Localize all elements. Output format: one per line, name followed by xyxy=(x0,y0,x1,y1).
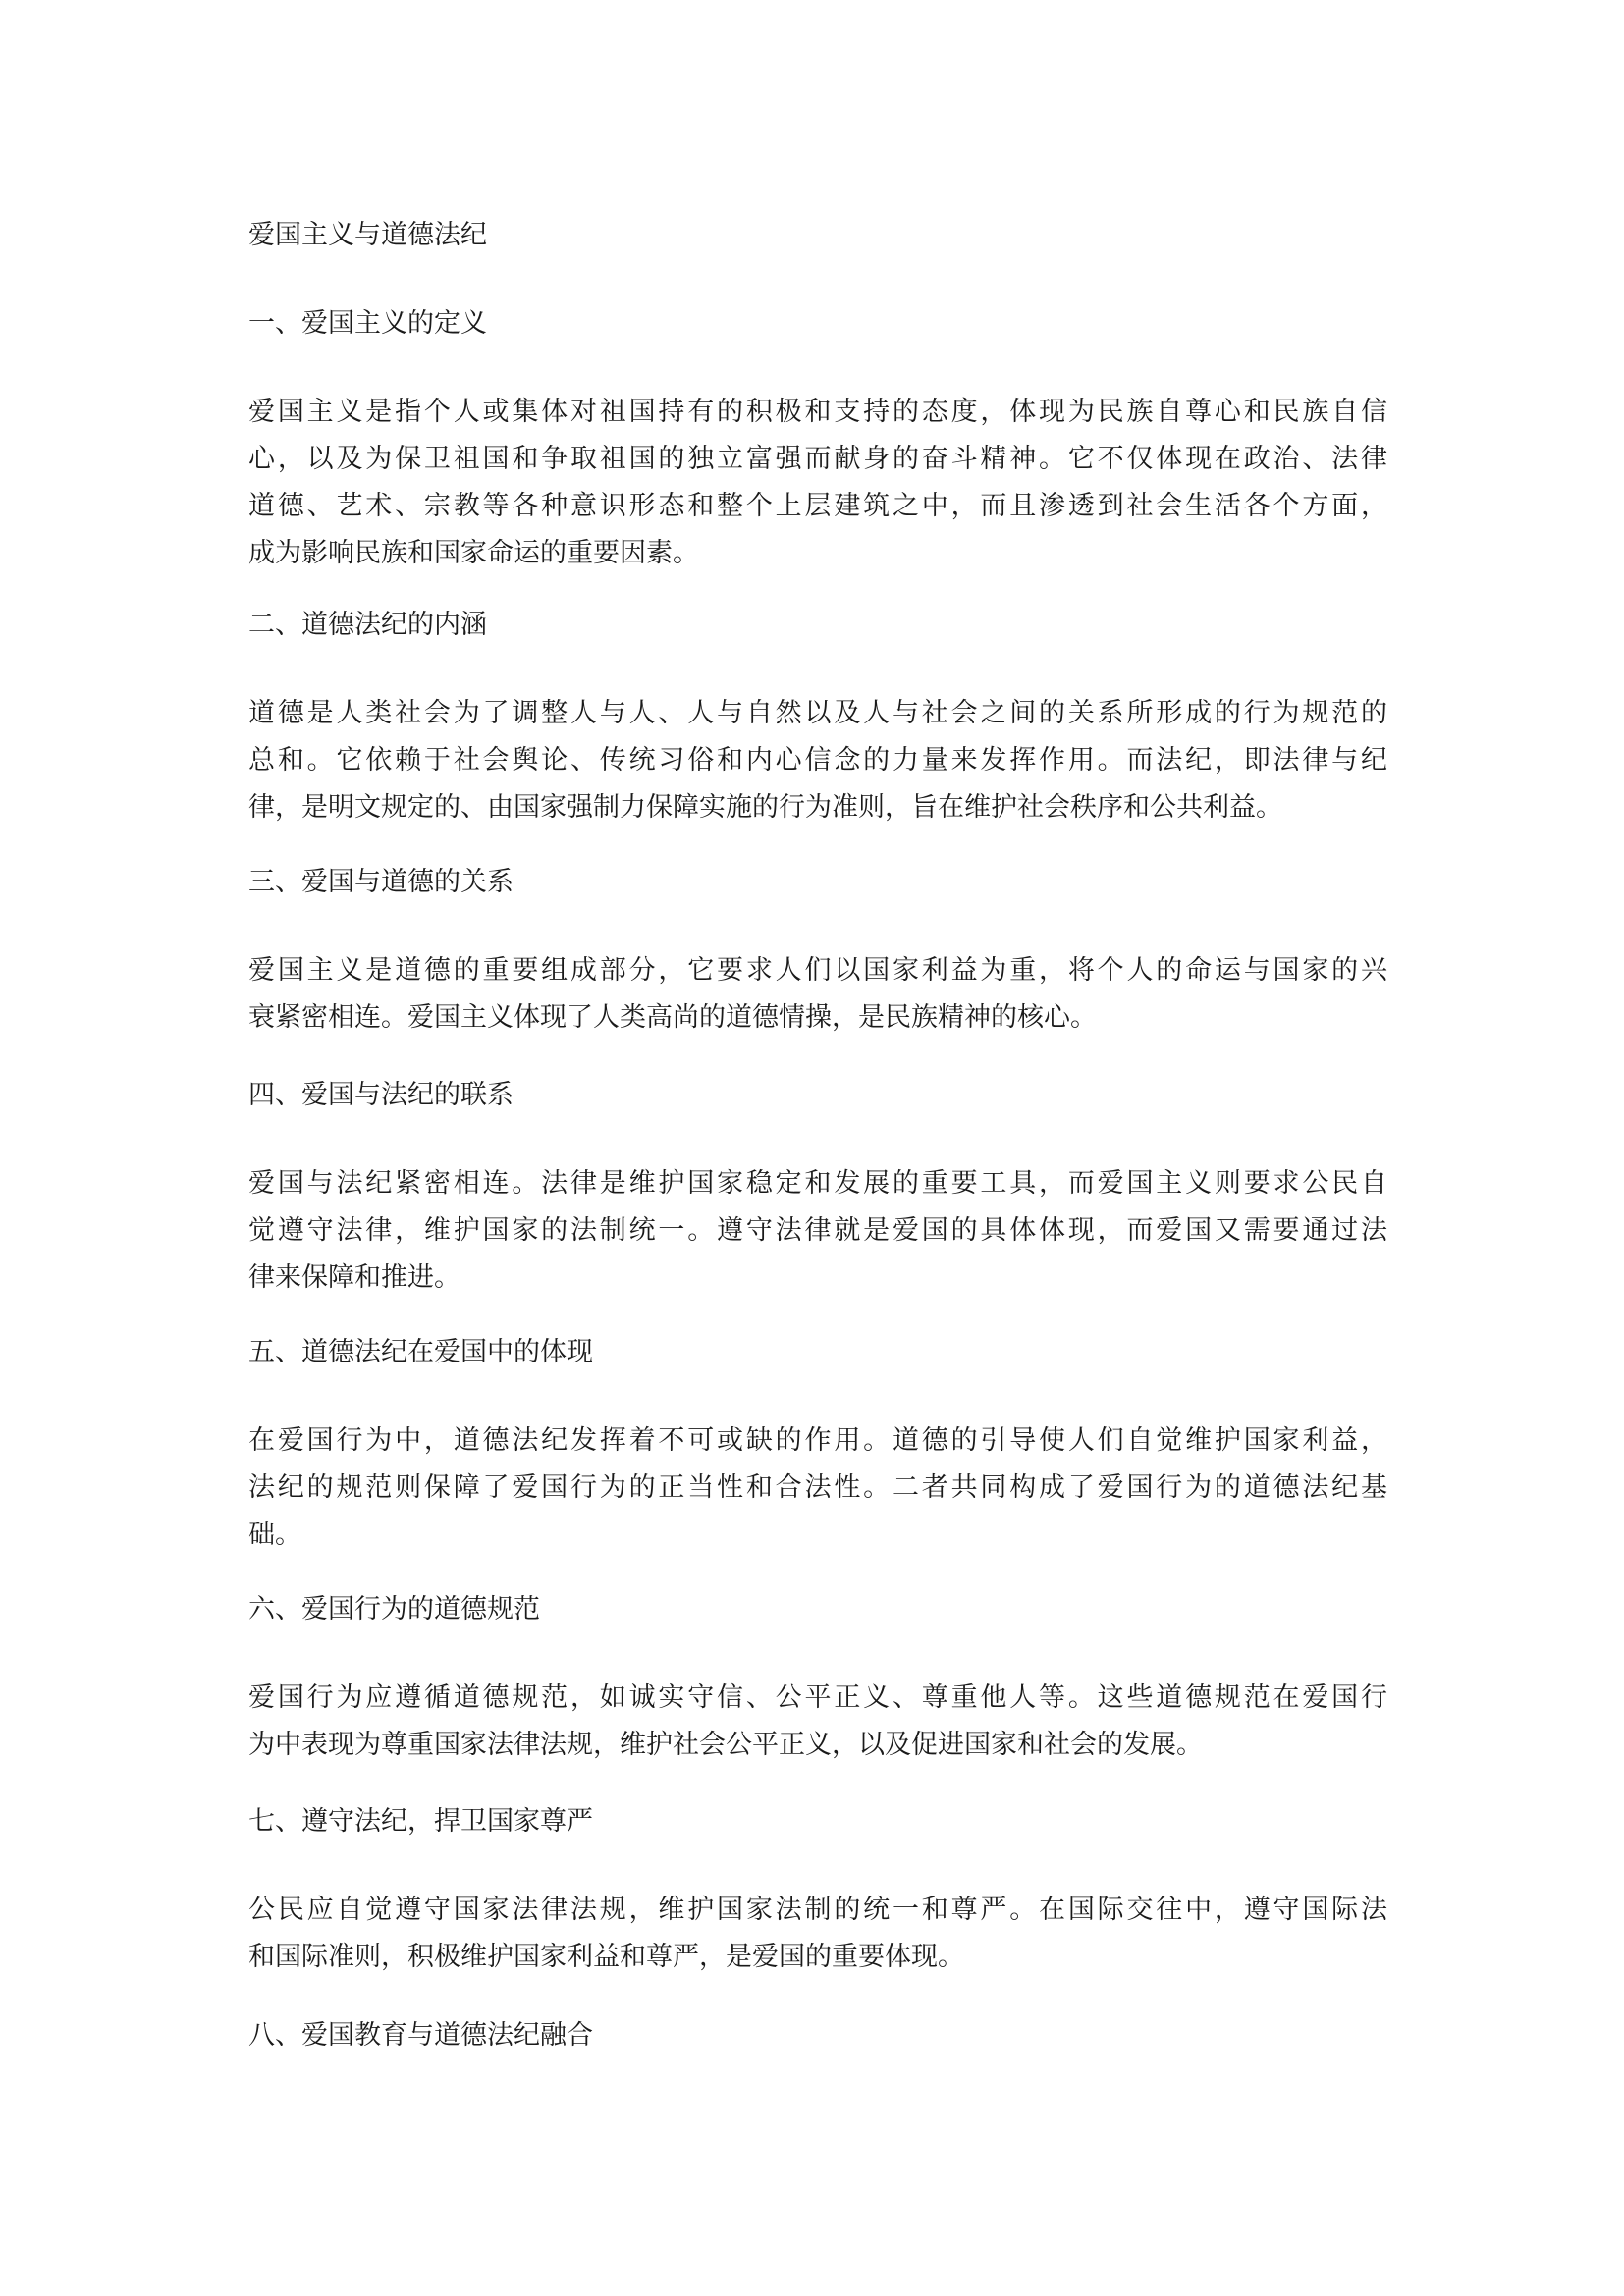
paragraph-line: 在爱国行为中，道德法纪发挥着不可或缺的作用。道德的引导使人们自觉维护国家利益， xyxy=(248,1425,1387,1456)
paragraph-line: 成为影响民族和国家命运的重要因素。 xyxy=(248,538,699,568)
paragraph-line: 法纪的规范则保障了爱国行为的正当性和合法性。二者共同构成了爱国行为的道德法纪基 xyxy=(248,1472,1387,1503)
paragraph-line: 爱国与法纪紧密相连。法律是维护国家稳定和发展的重要工具，而爱国主义则要求公民自 xyxy=(248,1168,1387,1199)
section-heading-1: 一、爱国主义的定义 xyxy=(248,308,487,339)
section-heading-3: 三、爱国与道德的关系 xyxy=(248,867,514,897)
paragraph-line: 律，是明文规定的、由国家强制力保障实施的行为准则，旨在维护社会秩序和公共利益。 xyxy=(248,792,1282,823)
section-paragraph-3 xyxy=(248,947,1387,1041)
paragraph-line: 公民应自觉遵守国家法律法规，维护国家法制的统一和尊严。在国际交往中，遵守国际法 xyxy=(248,1895,1387,1925)
paragraph-line: 道德是人类社会为了调整人与人、人与自然以及人与社会之间的关系所形成的行为规范的 xyxy=(248,698,1387,728)
section-heading-8: 八、爱国教育与道德法纪融合 xyxy=(248,2020,593,2051)
paragraph-line: 础。 xyxy=(248,1520,301,1550)
section-heading-2: 二、道德法纪的内涵 xyxy=(248,610,487,640)
paragraph-line: 爱国行为应遵循道德规范，如诚实守信、公平正义、尊重他人等。这些道德规范在爱国行 xyxy=(248,1682,1387,1713)
section-paragraph-1 xyxy=(248,389,1387,577)
section-heading-7: 七、遵守法纪，捍卫国家尊严 xyxy=(248,1806,593,1837)
paragraph-line: 道德、艺术、宗教等各种意识形态和整个上层建筑之中，而且渗透到社会生活各个方面， xyxy=(248,491,1387,521)
paragraph-line: 为中表现为尊重国家法律法规，维护社会公平正义，以及促进国家和社会的发展。 xyxy=(248,1730,1203,1760)
section-heading-5: 五、道德法纪在爱国中的体现 xyxy=(248,1337,593,1367)
section-heading-4: 四、爱国与法纪的联系 xyxy=(248,1080,514,1110)
paragraph-line: 律来保障和推进。 xyxy=(248,1262,460,1293)
section-heading-6: 六、爱国行为的道德规范 xyxy=(248,1594,540,1625)
document-title: 爱国主义与道德法纪 xyxy=(248,220,487,250)
paragraph-line: 总和。它依赖于社会舆论、传统习俗和内心信念的力量来发挥作用。而法纪，即法律与纪 xyxy=(248,745,1387,775)
section-paragraph-5 xyxy=(248,1417,1387,1559)
paragraph-line: 和国际准则，积极维护国家利益和尊严，是爱国的重要体现。 xyxy=(248,1942,964,1972)
section-paragraph-7 xyxy=(248,1887,1387,1981)
section-paragraph-6 xyxy=(248,1675,1387,1769)
paragraph-line: 觉遵守法律，维护国家的法制统一。遵守法律就是爱国的具体体现，而爱国又需要通过法 xyxy=(248,1215,1387,1246)
paragraph-line: 爱国主义是指个人或集体对祖国持有的积极和支持的态度，体现为民族自尊心和民族自信 xyxy=(248,397,1387,427)
paragraph-line: 爱国主义是道德的重要组成部分，它要求人们以国家利益为重，将个人的命运与国家的兴 xyxy=(248,955,1387,986)
paragraph-line: 衰紧密相连。爱国主义体现了人类高尚的道德情操，是民族精神的核心。 xyxy=(248,1002,1097,1033)
paragraph-line: 心，以及为保卫祖国和争取祖国的独立富强而献身的奋斗精神。它不仅体现在政治、法律 xyxy=(248,444,1387,474)
section-paragraph-2 xyxy=(248,690,1387,831)
section-paragraph-4 xyxy=(248,1160,1387,1302)
